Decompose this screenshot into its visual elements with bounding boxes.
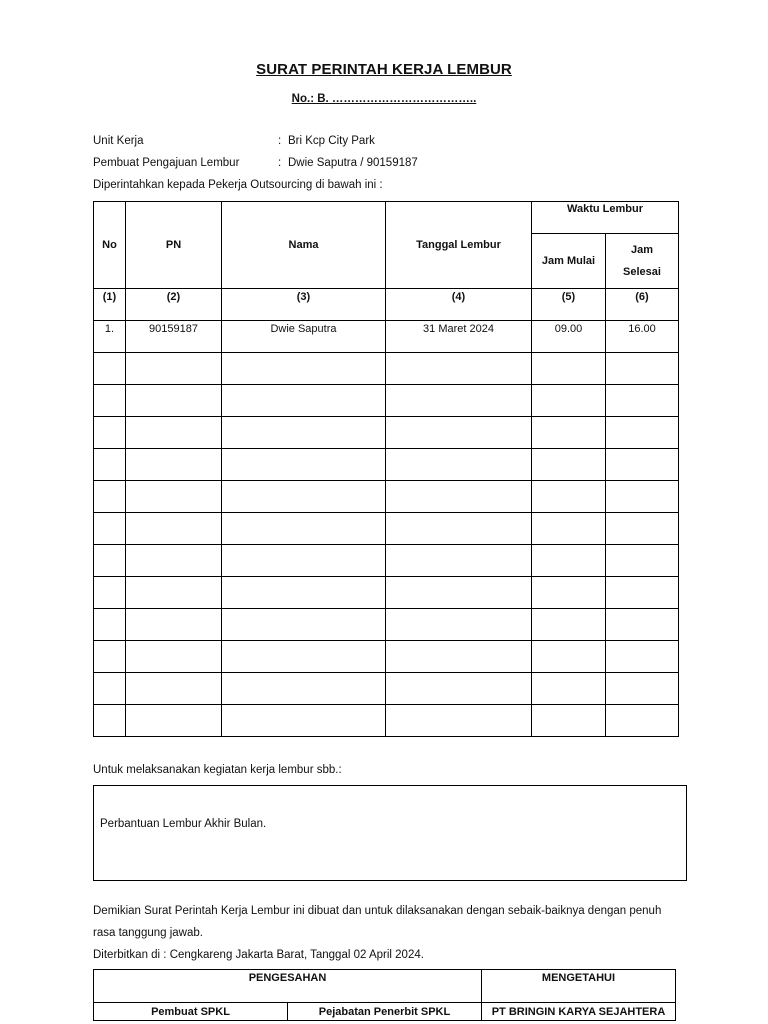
table-cell xyxy=(386,705,532,737)
column-number: (1) xyxy=(94,289,126,321)
table-cell xyxy=(532,577,606,609)
table-cell xyxy=(94,481,126,513)
table-cell xyxy=(94,385,126,417)
signature-table xyxy=(93,969,676,1021)
table-cell xyxy=(94,641,126,673)
table-cell: 31 Maret 2024 xyxy=(386,321,532,353)
pengesahan-header: PENGESAHAN xyxy=(94,970,482,1003)
table-cell xyxy=(94,417,126,449)
table-cell xyxy=(532,705,606,737)
table-row xyxy=(94,609,679,641)
table-cell xyxy=(94,577,126,609)
table-cell xyxy=(532,513,606,545)
column-number: (4) xyxy=(386,289,532,321)
overtime-table xyxy=(93,201,679,737)
table-cell xyxy=(222,705,386,737)
table-cell xyxy=(606,609,679,641)
table-row xyxy=(94,417,679,449)
header-waktu: Waktu Lembur xyxy=(532,202,679,234)
table-cell xyxy=(532,385,606,417)
purpose-label: Untuk melaksanakan kegiatan kerja lembur sbb.: xyxy=(93,764,342,776)
issued-text: Diterbitkan di : Cengkareng Jakarta Barat, Tanggal 02 April 2024. xyxy=(93,949,424,961)
table-cell: 16.00 xyxy=(606,321,679,353)
mengetahui-header: MENGETAHUI xyxy=(482,970,676,1003)
table-cell xyxy=(386,513,532,545)
table-cell xyxy=(94,449,126,481)
header-jam-mulai: Jam Mulai xyxy=(532,234,606,289)
table-cell xyxy=(126,673,222,705)
header-no: No xyxy=(94,202,126,289)
table-cell xyxy=(126,449,222,481)
table-cell xyxy=(532,449,606,481)
header-tanggal: Tanggal Lembur xyxy=(386,202,532,289)
table-cell xyxy=(126,481,222,513)
purpose-text: Perbantuan Lembur Akhir Bulan. xyxy=(100,818,267,830)
table-row xyxy=(94,673,679,705)
submitter-label: Pembuat Pengajuan Lembur xyxy=(93,157,240,169)
table-cell xyxy=(222,449,386,481)
table-cell xyxy=(532,353,606,385)
table-cell xyxy=(386,641,532,673)
table-cell xyxy=(222,417,386,449)
header-jam-selesai-line2: Selesai xyxy=(623,266,661,278)
table-cell xyxy=(126,577,222,609)
table-cell xyxy=(606,481,679,513)
table-row xyxy=(94,449,679,481)
column-number: (6) xyxy=(606,289,679,321)
company-name: PT BRINGIN KARYA SEJAHTERA xyxy=(482,1003,676,1021)
table-body xyxy=(94,321,679,737)
table-cell xyxy=(386,385,532,417)
header-pn: PN xyxy=(126,202,222,289)
table-row xyxy=(94,705,679,737)
table-cell xyxy=(532,673,606,705)
table-cell xyxy=(126,705,222,737)
table-cell: 1. xyxy=(94,321,126,353)
table-cell xyxy=(386,481,532,513)
table-cell xyxy=(386,417,532,449)
table-row xyxy=(94,545,679,577)
table-cell xyxy=(126,513,222,545)
table-cell xyxy=(532,417,606,449)
column-number-row xyxy=(94,289,679,321)
table-cell xyxy=(532,609,606,641)
header-jam-selesai-line1: Jam xyxy=(630,244,654,256)
table-cell xyxy=(606,385,679,417)
table-cell xyxy=(606,449,679,481)
unit-label: Unit Kerja xyxy=(93,135,144,147)
table-cell xyxy=(222,673,386,705)
table-cell xyxy=(606,545,679,577)
table-cell xyxy=(386,673,532,705)
table-cell xyxy=(222,609,386,641)
table-cell xyxy=(386,353,532,385)
table-row xyxy=(94,353,679,385)
table-cell xyxy=(126,353,222,385)
table-cell xyxy=(222,577,386,609)
table-cell xyxy=(94,673,126,705)
header-nama: Nama xyxy=(222,202,386,289)
table-cell xyxy=(126,385,222,417)
table-cell xyxy=(222,513,386,545)
table-cell xyxy=(126,641,222,673)
table-row xyxy=(94,641,679,673)
table-cell xyxy=(606,673,679,705)
table-cell xyxy=(386,449,532,481)
table-row xyxy=(94,577,679,609)
submitter-value: Dwie Saputra / 90159187 xyxy=(288,157,418,169)
table-cell xyxy=(386,609,532,641)
table-cell xyxy=(606,577,679,609)
table-cell xyxy=(386,577,532,609)
table-cell xyxy=(222,481,386,513)
table-cell xyxy=(532,641,606,673)
table-cell xyxy=(94,513,126,545)
table-cell xyxy=(222,353,386,385)
table-cell xyxy=(126,545,222,577)
column-number: (5) xyxy=(532,289,606,321)
table-row xyxy=(94,385,679,417)
table-cell xyxy=(94,353,126,385)
table-cell xyxy=(94,545,126,577)
table-cell xyxy=(606,513,679,545)
table-row xyxy=(94,481,679,513)
table-cell xyxy=(222,385,386,417)
column-number: (3) xyxy=(222,289,386,321)
document-title: SURAT PERINTAH KERJA LEMBUR xyxy=(256,61,512,78)
column-number: (2) xyxy=(126,289,222,321)
table-cell xyxy=(126,417,222,449)
table-cell xyxy=(606,353,679,385)
table-cell xyxy=(94,609,126,641)
table-cell: Dwie Saputra xyxy=(222,321,386,353)
pembuat-spkl: Pembuat SPKL xyxy=(94,1003,288,1021)
submitter-colon: : xyxy=(278,157,282,169)
document-number: No.: B. ……………………………….. xyxy=(291,93,477,105)
table-cell xyxy=(606,641,679,673)
table-cell xyxy=(606,705,679,737)
pejabat-penerbit: Pejabatan Penerbit SPKL xyxy=(288,1003,482,1021)
table-cell: 09.00 xyxy=(532,321,606,353)
purpose-box xyxy=(93,785,687,881)
table-cell xyxy=(126,609,222,641)
table-cell xyxy=(222,545,386,577)
table-cell xyxy=(222,641,386,673)
closing-statement: Demikian Surat Perintah Kerja Lembur ini dibuat dan untuk dilaksanakan dengan sebaik-baiknya dengan penuh rasa tanggung jawab. xyxy=(93,905,662,939)
unit-colon: : xyxy=(278,135,282,147)
instruction-text: Diperintahkan kepada Pekerja Outsourcing di bawah ini : xyxy=(93,179,383,191)
table-cell xyxy=(94,705,126,737)
header-jam-selesai xyxy=(606,234,679,289)
table-cell xyxy=(606,417,679,449)
table-row xyxy=(94,513,679,545)
unit-value: Bri Kcp City Park xyxy=(288,135,375,147)
table-cell xyxy=(532,481,606,513)
table-cell xyxy=(386,545,532,577)
table-cell: 90159187 xyxy=(126,321,222,353)
table-cell xyxy=(532,545,606,577)
table-row xyxy=(94,321,679,353)
